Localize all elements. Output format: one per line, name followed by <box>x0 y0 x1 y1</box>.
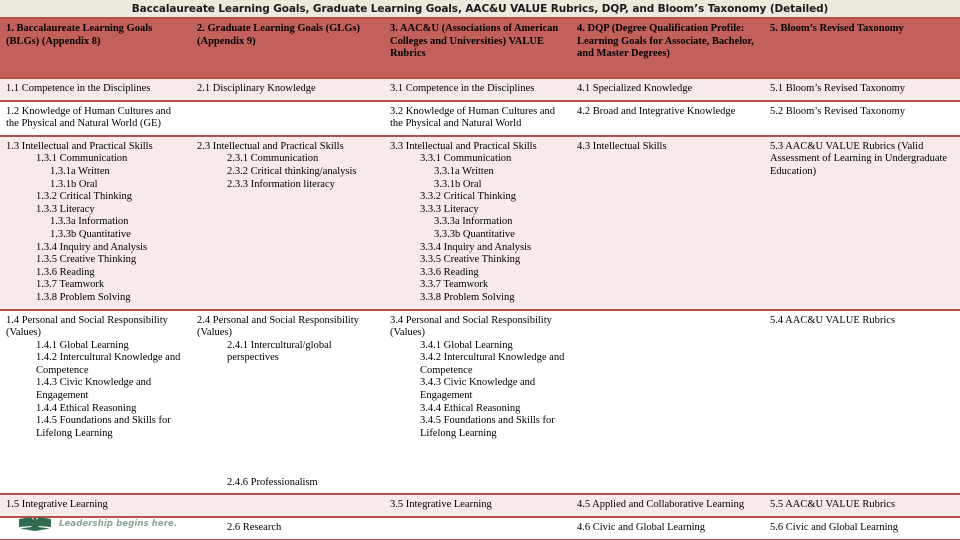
table-cell <box>191 101 384 136</box>
table-row <box>0 136 960 310</box>
table-cell <box>764 101 960 136</box>
table-cell <box>764 78 960 101</box>
cell-line: 4.2 Broad and Integrative Knowledge <box>577 105 736 117</box>
cell-line: 4.5 Applied and Collaborative Learning <box>577 499 745 511</box>
column-header-bloom: 5. Bloom’s Revised Taxonomy <box>764 18 960 78</box>
table-row <box>0 101 960 136</box>
cell-line: 1.3.3 Literacy <box>36 203 95 215</box>
table-header <box>0 18 960 78</box>
cell-line: 3.3.3a Information <box>434 216 513 228</box>
table-cell <box>571 136 764 310</box>
table-cell <box>384 310 571 495</box>
cell-line: 2.4.6 Professionalism <box>227 476 318 488</box>
column-header-blg: 1. Baccalaureate Learning Goals (BLGs) (Appendix 8) <box>0 18 191 78</box>
cell-line: 1.2 Knowledge of Human Cultures and the Physical and Natural World (GE) <box>6 105 172 130</box>
logo-tagline: Leadership begins here. <box>59 518 178 529</box>
cell-line: 5.5 AAC&U VALUE Rubrics <box>770 499 896 511</box>
table-cell <box>0 310 191 495</box>
cell-line: 1.3.2 Critical Thinking <box>36 191 133 203</box>
cell-line: 1.5 Integrative Learning <box>6 499 108 511</box>
cell-line: 1.3.3b Quantitative <box>50 228 131 240</box>
cell-line: 1.1 Competence in the Disciplines <box>6 83 151 94</box>
cell-line: 4.1 Specialized Knowledge <box>577 83 693 94</box>
open-book-logo-icon <box>18 515 52 532</box>
column-header-glg: 2. Graduate Learning Goals (GLGs) (Appendix 9) <box>191 18 384 78</box>
table-cell <box>191 310 384 495</box>
cell-line: 5.1 Bloom’s Revised Taxonomy <box>770 83 905 94</box>
table-cell <box>764 136 960 310</box>
cell-line: 2.6 Research <box>227 522 282 534</box>
cell-line: 3.3.8 Problem Solving <box>420 291 515 303</box>
cell-line: 1.4 Personal and Social Responsibility (Values) <box>6 314 168 339</box>
table-cell <box>571 78 764 101</box>
cell-line: 3.3.3 Literacy <box>420 203 479 215</box>
cell-line: 3.4.2 Intercultural Knowledge and Competence <box>420 352 565 376</box>
cell-line: 4.6 Civic and Global Learning <box>577 522 706 534</box>
table-cell <box>571 101 764 136</box>
cell-line: 1.4.2 Intercultural Knowledge and Competence <box>36 352 181 376</box>
cell-line: 2.1 Disciplinary Knowledge <box>197 83 316 94</box>
cell-line: 3.3.1 Communication <box>420 153 512 165</box>
cell-line: 5.4 AAC&U VALUE Rubrics <box>770 314 896 326</box>
table-row <box>0 310 960 495</box>
slide-title-band <box>0 0 960 17</box>
alignment-matrix-table <box>0 17 960 540</box>
cell-line: 1.4.5 Foundations and Skills for Lifelong Learning <box>36 415 171 439</box>
cell-line: 3.3.2 Critical Thinking <box>420 191 517 203</box>
cell-line: 2.3.1 Communication <box>227 153 319 165</box>
table-cell <box>191 136 384 310</box>
table-header-row <box>0 18 960 78</box>
cell-line: 1.3.8 Problem Solving <box>36 291 131 303</box>
cell-line: 5.2 Bloom’s Revised Taxonomy <box>770 105 905 117</box>
cell-line: 1.3.7 Teamwork <box>36 279 105 291</box>
slide-footer <box>0 512 960 540</box>
cell-line: 2.3 Intellectual and Practical Skills <box>197 140 344 152</box>
cell-line: 3.2 Knowledge of Human Cultures and the Physical and Natural World <box>390 105 556 130</box>
table-cell <box>384 101 571 136</box>
cell-line: 3.4.1 Global Learning <box>420 339 513 351</box>
cell-line: 4.3 Intellectual Skills <box>577 140 667 152</box>
cell-line: 3.3.1a Written <box>434 165 494 177</box>
table-cell <box>0 136 191 310</box>
table-cell <box>0 78 191 101</box>
table-body <box>0 78 960 540</box>
table-cell <box>191 78 384 101</box>
cell-line: 3.4 Personal and Social Responsibility (Values) <box>390 314 552 339</box>
cell-line: 1.3.1a Written <box>50 165 110 177</box>
organization-logo <box>18 515 177 532</box>
page-title: Baccalaureate Learning Goals, Graduate Learning Goals, AAC&U VALUE Rubrics, DQP, and Bloom’s Taxonomy (Detailed) <box>131 2 829 15</box>
cell-line: 5.6 Civic and Global Learning <box>770 522 899 534</box>
cell-line: 1.4.3 Civic Knowledge and Engagement <box>36 377 152 402</box>
cell-line: 3.3.1b Oral <box>434 178 482 190</box>
cell-line: 3.5 Integrative Learning <box>390 499 492 511</box>
cell-line: 1.3.4 Inquiry and Analysis <box>36 241 148 253</box>
cell-line: 3.3.5 Creative Thinking <box>420 254 521 266</box>
cell-line: 1.3.3a Information <box>50 216 129 228</box>
cell-line: 3.4.4 Ethical Reasoning <box>420 402 521 414</box>
cell-line: 2.3.2 Critical thinking/analysis <box>227 165 357 177</box>
cell-line: 3.3.3b Quantitative <box>434 228 515 240</box>
cell-line: 3.3.4 Inquiry and Analysis <box>420 241 532 253</box>
column-header-aacu: 3. AAC&U (Associations of American Colleges and Universities) VALUE Rubrics <box>384 18 571 78</box>
cell-line: 1.3.5 Creative Thinking <box>36 254 137 266</box>
cell-line: 2.4.1 Intercultural/global perspectives <box>227 339 332 364</box>
table-cell <box>384 78 571 101</box>
table-cell <box>764 310 960 495</box>
cell-line: 2.4 Personal and Social Responsibility (Values) <box>197 314 359 339</box>
cell-line: 3.3 Intellectual and Practical Skills <box>390 140 537 152</box>
cell-line: 2.3.3 Information literacy <box>227 178 335 190</box>
cell-line: 5.3 AAC&U VALUE Rubrics (Valid Assessment of Learning in Undergraduate Education) <box>770 140 948 177</box>
cell-line: 1.3.1 Communication <box>36 153 128 165</box>
cell-line: 1.4.1 Global Learning <box>36 339 129 351</box>
cell-line: 1.4.4 Ethical Reasoning <box>36 402 137 414</box>
table-cell <box>0 101 191 136</box>
table-cell <box>384 136 571 310</box>
table-row <box>0 78 960 101</box>
cell-line: 1.3 Intellectual and Practical Skills <box>6 140 153 152</box>
cell-line: 3.4.5 Foundations and Skills for Lifelong Learning <box>420 415 555 439</box>
cell-line: 3.1 Competence in the Disciplines <box>390 83 535 94</box>
cell-line: 1.3.6 Reading <box>36 266 95 278</box>
table-cell <box>571 310 764 495</box>
column-header-dqp: 4. DQP (Degree Qualification Profile: Learning Goals for Associate, Bachelor, and Master Degrees) <box>571 18 764 78</box>
cell-line: 3.3.7 Teamwork <box>420 279 489 291</box>
cell-line: 3.4.3 Civic Knowledge and Engagement <box>420 377 536 402</box>
cell-line: 1.3.1b Oral <box>50 178 98 190</box>
cell-line: 3.3.6 Reading <box>420 266 479 278</box>
